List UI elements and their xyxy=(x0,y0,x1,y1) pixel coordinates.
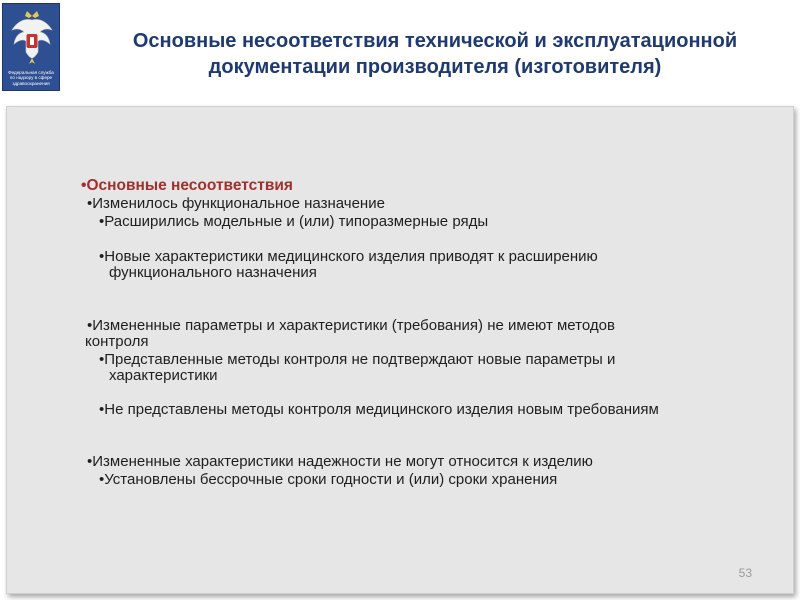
title-line-2: документации производителя (изготовителя) xyxy=(208,56,662,78)
bullet-icon: • xyxy=(87,317,93,334)
list-subitem-continuation: характеристики xyxy=(109,367,218,384)
list-subitem: •Не представлены методы контроля медицинского изделия новым требованиям xyxy=(99,401,659,418)
list-subitem: •Представленные методы контроля не подтверждают новые параметры и xyxy=(99,351,616,368)
bullet-icon: • xyxy=(99,213,105,230)
bullet-icon: • xyxy=(99,401,105,418)
bullet-icon: • xyxy=(99,248,105,265)
list-item: •Изменилось функциональное назначение xyxy=(87,195,385,212)
list-subitem: •Новые характеристики медицинского изделия приводят к расширению xyxy=(99,248,598,265)
heading-line: •Основные несоответствия xyxy=(81,177,293,194)
slide-number: 53 xyxy=(738,566,752,580)
list-subitem: •Установлены бессрочные сроки годности и (или) сроки хранения xyxy=(99,471,558,488)
double-headed-eagle-icon xyxy=(7,8,57,68)
bullet-icon: • xyxy=(99,351,105,368)
slide-title xyxy=(70,28,800,80)
list-item: •Измененные характеристики надежности не могут относится к изделию xyxy=(87,453,593,470)
list-item-continuation: контроля xyxy=(85,333,149,350)
bullet-icon: • xyxy=(87,453,93,470)
bullet-icon: • xyxy=(81,177,87,194)
list-item: •Измененные параметры и характеристики (требования) не имеют методов xyxy=(87,317,615,334)
bullet-icon: • xyxy=(99,471,105,488)
agency-logo xyxy=(2,3,60,91)
bullet-icon: • xyxy=(87,195,93,212)
agency-name: Федеральная служба по надзору в сфере здравоохранения xyxy=(8,70,54,86)
content-panel xyxy=(6,106,794,594)
list-subitem-continuation: функционального назначения xyxy=(109,264,317,281)
title-line-1: Основные несоответствия технической и эксплуатационной xyxy=(132,30,738,52)
list-subitem: •Расширились модельные и (или) типоразмерные ряды xyxy=(99,213,489,230)
